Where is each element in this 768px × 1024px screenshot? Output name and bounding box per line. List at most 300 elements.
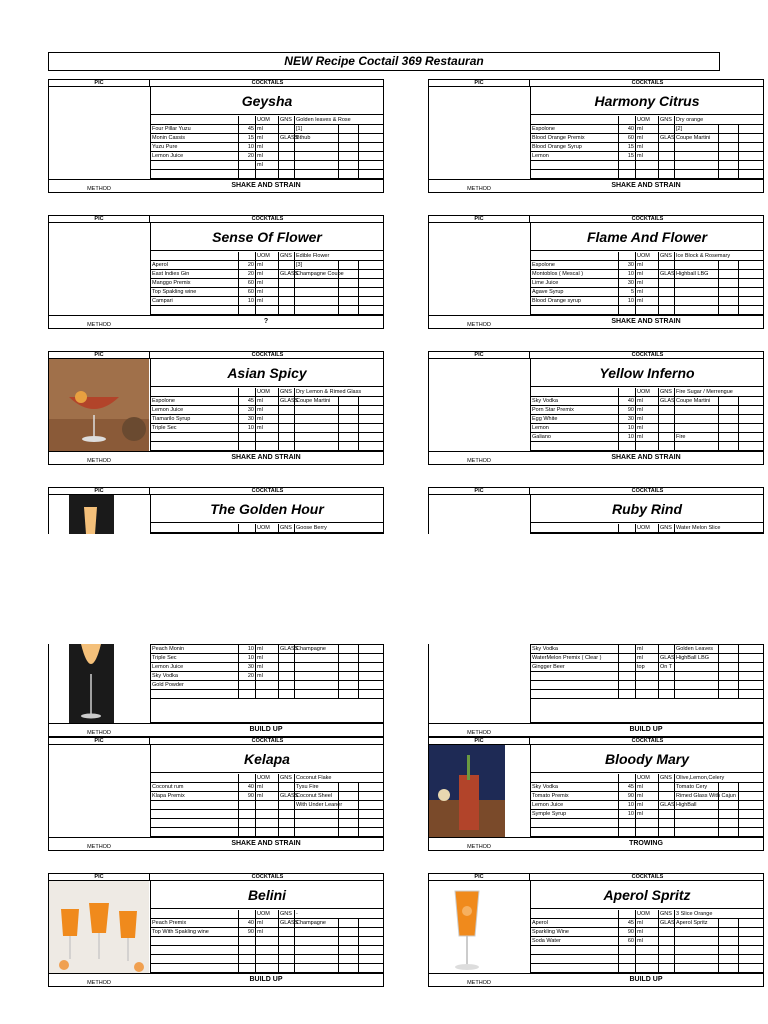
- ingredient-name: [151, 828, 239, 836]
- extra-cell: [339, 297, 359, 305]
- extra-cell: [719, 297, 739, 305]
- recipe-body: [530, 644, 764, 723]
- ingredient-name: Aperol: [151, 261, 239, 269]
- glass-label: GLASS: [280, 271, 299, 277]
- uom-header: UOM: [635, 388, 659, 396]
- extra-cell: [359, 654, 383, 662]
- extra-cell: [339, 134, 359, 142]
- garnish-value: [295, 306, 339, 314]
- card-header: [48, 873, 384, 881]
- ingredient-qty: 90: [627, 793, 634, 799]
- ingredient-qty: [619, 681, 635, 689]
- ingredient-uom: ml: [255, 125, 279, 133]
- ingredient-uom: ml: [635, 810, 659, 818]
- ingredient-name: [531, 681, 619, 689]
- pic-label: PIC: [474, 352, 484, 358]
- recipe-card: [48, 487, 384, 534]
- glass-label: [659, 783, 675, 791]
- ingredient-name: Lemon Juice: [151, 663, 239, 671]
- extra-cell: [719, 663, 739, 671]
- extra-cell: [719, 645, 739, 653]
- method-value: BUILD UP: [249, 976, 283, 983]
- ingredient-row: [151, 297, 383, 306]
- garnish-value: [3]: [295, 261, 339, 269]
- extra-cell: [719, 681, 739, 689]
- garnish-header: Ice Block & Rosemary: [676, 253, 731, 259]
- ingredient-row: [151, 152, 383, 161]
- method-value: SHAKE AND STRAIN: [231, 182, 301, 189]
- bloody-mary-photo: [429, 745, 529, 837]
- garnish-value: [295, 828, 339, 836]
- garnish-value: HighBall LBG: [675, 654, 719, 662]
- ingredient-qty: [619, 645, 635, 653]
- ingredient-row: [151, 161, 383, 170]
- extra-cell: [339, 654, 359, 662]
- extra-cell: [359, 406, 383, 414]
- ingredient-uom: [255, 946, 279, 954]
- ingredient-qty: 10: [627, 434, 634, 440]
- ingredient-name: [531, 819, 619, 827]
- ingredient-uom: ml: [255, 792, 279, 800]
- garnish-value: [675, 143, 719, 151]
- ingredient-uom: ml: [635, 645, 659, 653]
- ingredient-uom: [255, 306, 279, 314]
- column-header-row: [151, 252, 383, 261]
- uom-header: UOM: [255, 524, 279, 532]
- ingredient-row: [151, 819, 383, 828]
- ingredient-qty: [619, 161, 635, 169]
- extra-cell: [739, 306, 763, 314]
- glass-label: GLAS: [660, 271, 675, 277]
- extra-cell: [339, 810, 359, 818]
- ingredient-uom: ml: [255, 406, 279, 414]
- recipe-card: [428, 873, 764, 987]
- photo-area: [48, 223, 150, 315]
- ingredient-row: [151, 125, 383, 134]
- ingredient-row: [531, 143, 763, 152]
- garnish-header: Dry orange: [676, 117, 704, 123]
- garnish-value: [295, 442, 339, 450]
- ingredient-uom: ml: [635, 125, 659, 133]
- ingredient-row: [531, 672, 763, 681]
- garnish-value: [675, 819, 719, 827]
- glass-label: [279, 170, 295, 178]
- uom-header: UOM: [635, 524, 659, 532]
- extra-cell: [339, 690, 359, 698]
- ingredient-row: [151, 288, 383, 297]
- glass-label: [659, 161, 675, 169]
- extra-cell: [719, 306, 739, 314]
- photo-area: [428, 495, 530, 534]
- garnish-value: [295, 433, 339, 441]
- ingredient-name: [151, 690, 239, 698]
- extra-cell: [739, 170, 763, 178]
- garnish-header: -: [296, 911, 298, 917]
- garnish-value: [295, 672, 339, 680]
- ingredient-row: [531, 170, 763, 179]
- extra-cell: [739, 125, 763, 133]
- ingredient-qty: [619, 306, 635, 314]
- garnish-value: [295, 946, 339, 954]
- extra-cell: [719, 415, 739, 423]
- ingredient-qty: 60: [247, 280, 254, 286]
- ingredient-qty: 45: [627, 920, 634, 926]
- ingredient-qty: 45: [247, 126, 254, 132]
- glass-label: [279, 681, 295, 689]
- ingredient-name: [151, 161, 239, 169]
- method-value: SHAKE AND STRAIN: [611, 318, 681, 325]
- method-value: BUILD UP: [629, 726, 663, 733]
- card-header: [428, 351, 764, 359]
- glass-label: GLAS: [660, 920, 675, 926]
- glass-label: [659, 672, 675, 680]
- extra-cell: [359, 964, 383, 972]
- ingredient-qty: 20: [247, 271, 254, 277]
- extra-cell: [339, 397, 359, 405]
- gns-header: GNS: [279, 524, 295, 532]
- ingredient-uom: [635, 690, 659, 698]
- ingredient-row: [531, 134, 763, 143]
- recipe-body: [150, 881, 384, 973]
- column-header-row: [151, 388, 383, 397]
- method-label: METHOD: [87, 844, 111, 850]
- recipe-card: [48, 351, 384, 465]
- extra-cell: [339, 783, 359, 791]
- garnish-value: [295, 964, 339, 972]
- extra-cell: [359, 819, 383, 827]
- glass-label: [279, 306, 295, 314]
- ingredient-qty: [619, 955, 635, 963]
- recipe-card: [428, 487, 764, 534]
- ingredient-uom: ml: [255, 783, 279, 791]
- ingredient-uom: ml: [255, 672, 279, 680]
- ingredient-uom: ml: [255, 424, 279, 432]
- header-blank: [531, 524, 619, 532]
- ingredient-qty: [619, 442, 635, 450]
- extra-cell: [739, 663, 763, 671]
- extra-cell: [719, 152, 739, 160]
- ingredient-uom: ml: [635, 134, 659, 142]
- cocktails-label: COCKTAILS: [149, 738, 385, 744]
- ingredient-uom: ml: [635, 792, 659, 800]
- glass-label: [279, 819, 295, 827]
- cocktails-label: COCKTAILS: [529, 738, 765, 744]
- method-row: [48, 179, 384, 193]
- extra-cell: [339, 681, 359, 689]
- extra-cell: [719, 937, 739, 945]
- ingredient-row: [151, 955, 383, 964]
- ingredient-qty: 5: [630, 289, 634, 295]
- garnish-value: [675, 681, 719, 689]
- ingredient-qty: 30: [627, 262, 634, 268]
- uom-header: UOM: [255, 774, 279, 782]
- glass-label: GLASS: [280, 398, 299, 404]
- ingredient-qty: 30: [627, 280, 634, 286]
- ingredient-qty: 30: [247, 664, 254, 670]
- ingredient-name: Sparkling Wine: [531, 928, 619, 936]
- ingredient-row: [151, 690, 383, 699]
- gns-header: GNS: [279, 116, 295, 124]
- cocktail-name: Aperol Spritz: [531, 881, 763, 909]
- extra-cell: [719, 690, 739, 698]
- ingredient-qty: 60: [627, 135, 634, 141]
- aperol-spritz-photo: [429, 881, 529, 973]
- extra-cell: [739, 672, 763, 680]
- cocktails-label: COCKTAILS: [149, 874, 385, 880]
- extra-cell: [719, 279, 739, 287]
- glass-label: [659, 261, 675, 269]
- extra-cell: [359, 946, 383, 954]
- uom-header: UOM: [635, 774, 659, 782]
- ingredient-name: Top With Spakling wine: [151, 928, 239, 936]
- ingredient-row: [151, 946, 383, 955]
- glass-label: [279, 783, 295, 791]
- glass-label: [279, 152, 295, 160]
- extra-cell: [339, 279, 359, 287]
- ingredient-uom: [255, 828, 279, 836]
- uom-header: UOM: [635, 116, 659, 124]
- ingredient-qty: 45: [627, 784, 634, 790]
- column-header-row: [151, 774, 383, 783]
- method-value: SHAKE AND STRAIN: [231, 454, 301, 461]
- photo-area: [428, 359, 530, 451]
- extra-cell: [739, 406, 763, 414]
- ingredient-qty: 40: [627, 126, 634, 132]
- cocktail-name: Belini: [151, 881, 383, 909]
- uom-header: UOM: [255, 910, 279, 918]
- method-label: METHOD: [467, 980, 491, 986]
- ingredient-uom: ml: [255, 288, 279, 296]
- ingredient-qty: [239, 161, 255, 169]
- gns-header: GNS: [279, 252, 295, 260]
- photo-area: [48, 644, 150, 723]
- ingredient-uom: ml: [635, 783, 659, 791]
- ingredient-uom: ml: [635, 270, 659, 278]
- ingredient-name: Sky Vodka: [531, 783, 619, 791]
- extra-cell: [739, 955, 763, 963]
- glass-label: GLAS: [660, 135, 675, 141]
- ingredient-uom: [255, 819, 279, 827]
- ingredient-row: [531, 681, 763, 690]
- ingredient-uom: [635, 955, 659, 963]
- ingredient-name: [531, 828, 619, 836]
- ingredient-row: [531, 783, 763, 792]
- column-header-row: [531, 388, 763, 397]
- garnish-value: [675, 170, 719, 178]
- ingredient-name: Campari: [151, 297, 239, 305]
- cocktail-name: Harmony Citrus: [531, 87, 763, 115]
- ingredient-name: Espolone: [531, 125, 619, 133]
- recipe-body: [530, 881, 764, 973]
- ingredient-qty: [239, 810, 255, 818]
- ingredient-qty: 15: [627, 144, 634, 150]
- ingredient-name: Sky Vodka: [531, 397, 619, 405]
- cocktails-label: COCKTAILS: [529, 352, 765, 358]
- extra-cell: [739, 801, 763, 809]
- ingredient-name: [151, 955, 239, 963]
- ingredient-row: [531, 654, 763, 663]
- ingredient-name: Monin Cassis: [151, 134, 239, 142]
- ingredient-row: [151, 792, 383, 801]
- glass-label: [279, 297, 295, 305]
- garnish-header: 3 Slice Orange: [676, 911, 713, 917]
- glass-label: [659, 828, 675, 836]
- ingredient-qty: [239, 681, 255, 689]
- garnish-value: [295, 297, 339, 305]
- recipe-card: [48, 79, 384, 193]
- garnish-value: [675, 297, 719, 305]
- garnish-value: [2]: [675, 125, 719, 133]
- garnish-value: [675, 306, 719, 314]
- ingredient-uom: ml: [635, 406, 659, 414]
- ingredient-qty: 60: [247, 289, 254, 295]
- document-title: NEW Recipe Coctail 369 Restauran: [48, 52, 720, 71]
- ingredient-qty: 15: [247, 135, 254, 141]
- garnish-value: [295, 170, 339, 178]
- glass-label: [659, 143, 675, 151]
- ingredient-row: [531, 828, 763, 837]
- extra-cell: [339, 143, 359, 151]
- ingredient-row: [531, 801, 763, 810]
- header-blank: [151, 116, 239, 124]
- ingredient-uom: ml: [255, 161, 279, 169]
- garnish-value: [675, 415, 719, 423]
- ingredient-uom: ml: [635, 654, 659, 662]
- pic-label: PIC: [474, 80, 484, 86]
- recipe-card: [428, 215, 764, 329]
- header-blank: [151, 910, 239, 918]
- ingredient-uom: ml: [255, 261, 279, 269]
- ingredient-uom: ml: [635, 801, 659, 809]
- gns-header: GNS: [659, 116, 675, 124]
- glass-label: [279, 654, 295, 662]
- ingredient-name: Peach Monin: [151, 645, 239, 653]
- extra-cell: [739, 270, 763, 278]
- glass-label: GLAS: [660, 802, 675, 808]
- extra-cell: [359, 297, 383, 305]
- gns-header: GNS: [659, 524, 675, 532]
- extra-cell: [719, 143, 739, 151]
- gns-header: GNS: [659, 388, 675, 396]
- extra-cell: [719, 170, 739, 178]
- ingredient-qty: [239, 819, 255, 827]
- ingredient-row: [151, 783, 383, 792]
- ingredient-qty: [619, 170, 635, 178]
- header-blank: [531, 116, 619, 124]
- uom-header: UOM: [635, 252, 659, 260]
- extra-cell: [359, 645, 383, 653]
- garnish-value: [675, 964, 719, 972]
- pic-label: PIC: [94, 738, 104, 744]
- ingredient-name: [531, 690, 619, 698]
- ingredient-qty: 10: [247, 655, 254, 661]
- extra-cell: [719, 442, 739, 450]
- ingredient-qty: [619, 819, 635, 827]
- ingredient-uom: ml: [635, 415, 659, 423]
- ingredient-name: Four Pillar Yuzu: [151, 125, 239, 133]
- ingredient-name: Manggo Premix: [151, 279, 239, 287]
- ingredient-name: Galiano: [531, 433, 619, 441]
- glass-label: [279, 161, 295, 169]
- ingredient-qty: [239, 955, 255, 963]
- glass-label: [659, 946, 675, 954]
- extra-cell: [739, 143, 763, 151]
- ingredient-row: [151, 134, 383, 143]
- extra-cell: [739, 690, 763, 698]
- glass-label: [279, 433, 295, 441]
- ingredient-row: [151, 424, 383, 433]
- extra-cell: [719, 161, 739, 169]
- glass-label: [279, 672, 295, 680]
- column-header-row: [531, 252, 763, 261]
- photo-area: [428, 87, 530, 179]
- photo-area: [428, 745, 530, 837]
- extra-cell: [719, 270, 739, 278]
- ingredient-uom: ml: [255, 397, 279, 405]
- recipe-card: [428, 79, 764, 193]
- extra-cell: [739, 134, 763, 142]
- extra-cell: [719, 783, 739, 791]
- card-header: [48, 351, 384, 359]
- ingredient-uom: ml: [635, 433, 659, 441]
- ingredient-row: [531, 406, 763, 415]
- extra-cell: [359, 288, 383, 296]
- glass-label: [279, 415, 295, 423]
- extra-cell: [739, 937, 763, 945]
- header-blank: [531, 774, 619, 782]
- ingredient-name: Sky Vodka: [151, 672, 239, 680]
- garnish-value: Coupe Martini: [675, 134, 719, 142]
- ingredient-name: Espolone: [531, 261, 619, 269]
- ingredient-uom: [635, 306, 659, 314]
- extra-cell: [739, 681, 763, 689]
- ingredient-qty: [619, 828, 635, 836]
- ingredient-name: [531, 442, 619, 450]
- cocktails-label: COCKTAILS: [529, 80, 765, 86]
- extra-cell: [739, 783, 763, 791]
- ingredient-qty: 10: [627, 271, 634, 277]
- method-value: TROWING: [629, 840, 663, 847]
- glass-label: [659, 424, 675, 432]
- ingredient-uom: ml: [635, 297, 659, 305]
- garnish-value: [1]: [295, 125, 339, 133]
- glass-label: [659, 690, 675, 698]
- extra-cell: [339, 161, 359, 169]
- extra-cell: [359, 306, 383, 314]
- garnish-value: Coconut Sheel: [295, 792, 339, 800]
- method-label: METHOD: [467, 458, 491, 464]
- ingredient-qty: 30: [627, 416, 634, 422]
- ingredient-uom: [635, 672, 659, 680]
- ingredient-row: [531, 819, 763, 828]
- ingredient-qty: 10: [247, 144, 254, 150]
- recipe-body: [150, 223, 384, 315]
- glass-label: GLAS: [660, 655, 675, 661]
- gns-header: GNS: [279, 388, 295, 396]
- ingredient-qty: [619, 690, 635, 698]
- glass-label: GLASS: [280, 793, 299, 799]
- ingredient-uom: ml: [635, 143, 659, 151]
- ingredient-qty: 90: [247, 929, 254, 935]
- ingredient-qty: [239, 306, 255, 314]
- extra-cell: [359, 170, 383, 178]
- ingredient-name: Lime Juice: [531, 279, 619, 287]
- ingredient-uom: [635, 964, 659, 972]
- ingredient-row: [151, 397, 383, 406]
- column-header-row: [531, 524, 763, 533]
- photo-area: [428, 881, 530, 973]
- garnish-value: Champagne: [295, 645, 339, 653]
